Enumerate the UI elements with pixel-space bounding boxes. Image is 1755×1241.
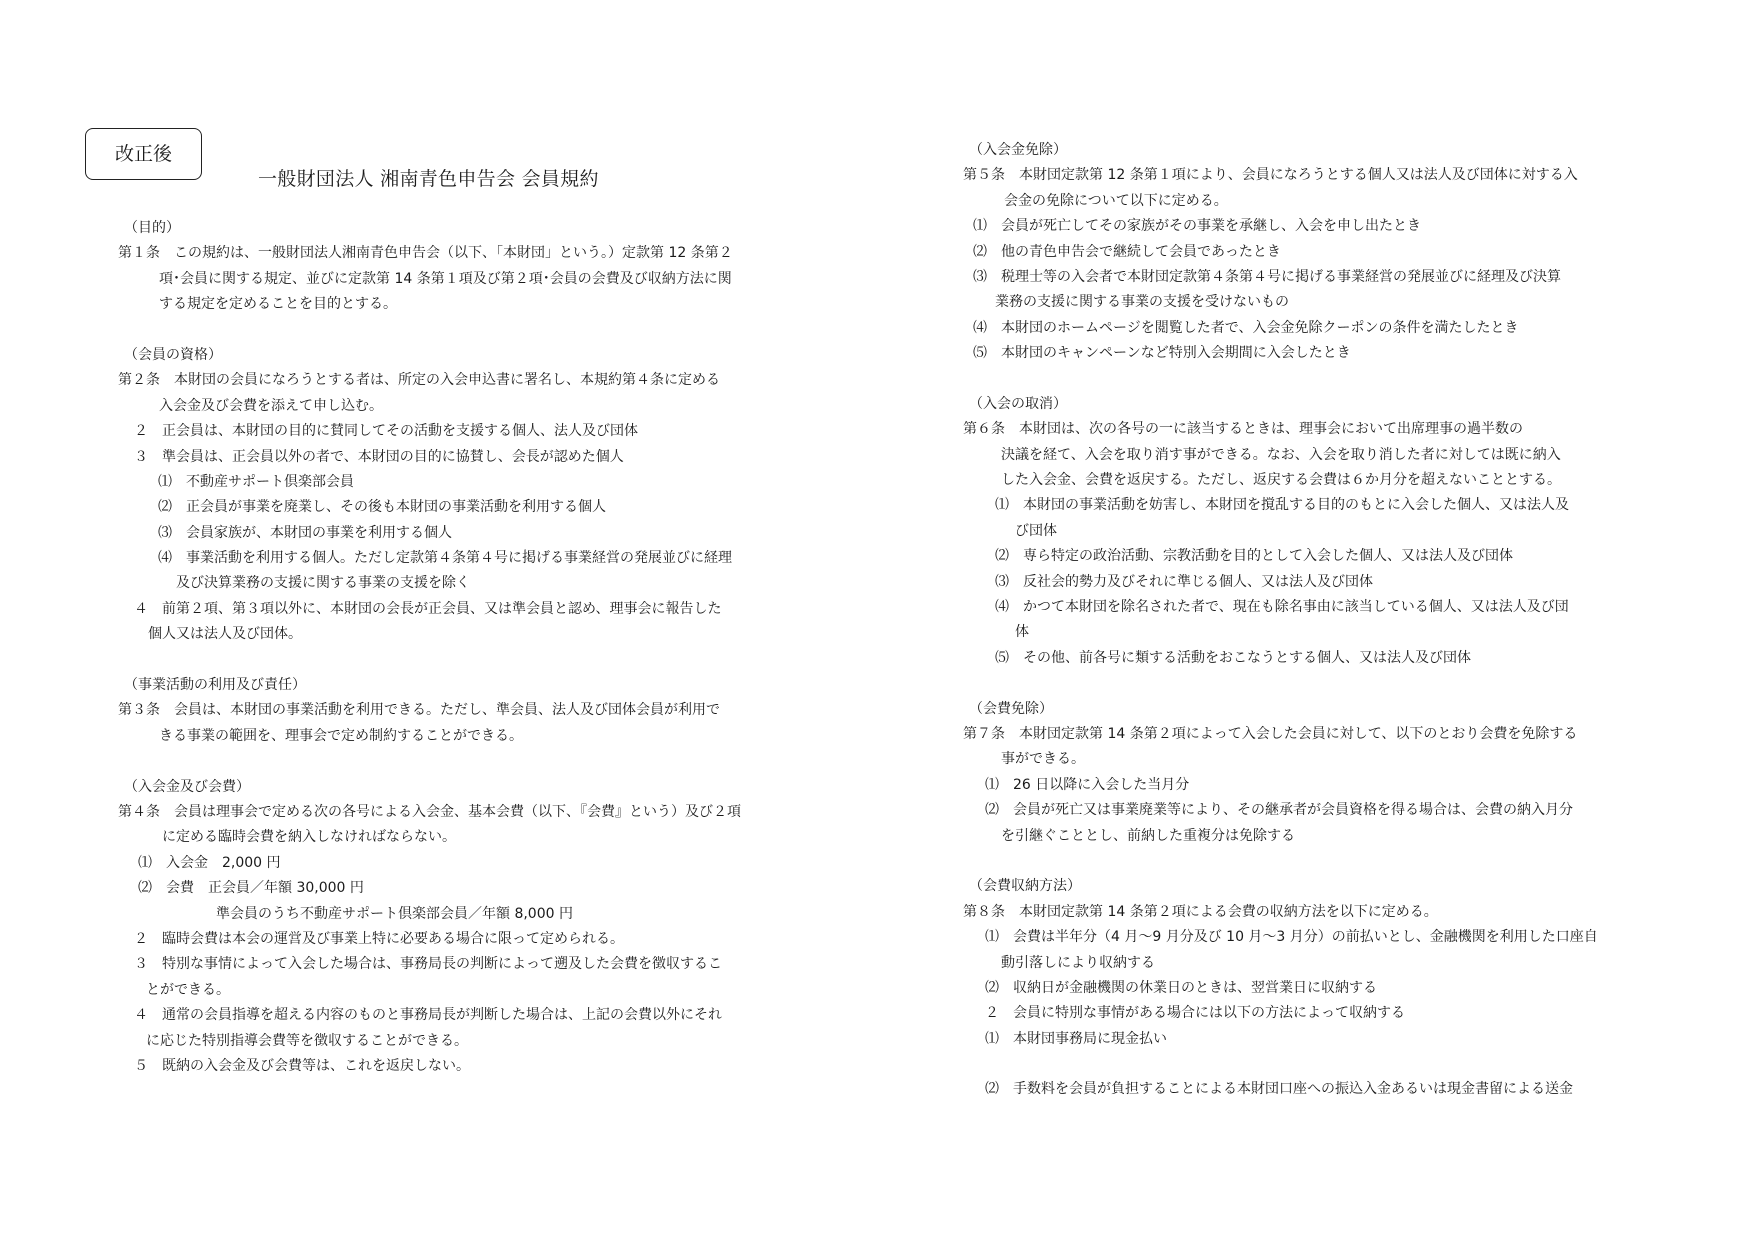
spacer xyxy=(963,849,1603,874)
article-6-heading: （入会の取消） xyxy=(969,395,1067,412)
article-7-line: 事ができる。 xyxy=(1001,751,1085,768)
article-3-line: きる事業の範囲を、理事会で定め制約することができる。 xyxy=(159,727,523,744)
article-1-heading: （目的） xyxy=(124,220,180,236)
spacer xyxy=(963,1052,1603,1077)
article-5-line: ⑷ 本財団のホームページを閲覧した者で、入会金免除クーポンの条件を満たしたとき xyxy=(973,319,1519,336)
article-5-line: ⑶ 税理士等の入会者で本財団定款第４条第４号に掲げる事業経営の発展並びに経理及び決算 xyxy=(973,268,1561,285)
article-6-line: した入会金、会費を返戻する。ただし、返戻する会費は６か月分を超えないこととする。 xyxy=(1001,472,1561,489)
left-column xyxy=(118,216,758,1079)
article-8-line: ⑵ 手数料を会員が負担することによる本財団口座への振込入金あるいは現金書留による送金 xyxy=(985,1081,1573,1098)
article-2-line: 入会金及び会費を添えて申し込む。 xyxy=(159,397,383,414)
article-8-line: ⑵ 収納日が金融機関の休業日のときは、翌営業日に収納する xyxy=(985,979,1377,996)
article-7-line: を引継ぐこととし、前納した重複分は免除する xyxy=(1001,827,1295,844)
article-3-heading: （事業活動の利用及び責任） xyxy=(124,677,306,694)
article-7-line: ⑵ 会員が死亡又は事業廃業等により、その継承者が会員資格を得る場合は、会費の納入月分 xyxy=(985,802,1573,819)
article-7-heading: （会費免除） xyxy=(969,700,1053,717)
article-4-line: 第４条 会員は理事会で定める次の各号による入会金、基本会費（以下、『会費』という）及び２項 xyxy=(118,803,741,820)
article-1-line: する規定を定めることを目的とする。 xyxy=(159,296,397,313)
article-2-line: ⑵ 正会員が事業を廃業し、その後も本財団の事業活動を利用する個人 xyxy=(158,499,606,516)
revision-badge: 改正後 xyxy=(85,128,202,180)
article-2-line: ⑷ 事業活動を利用する個人。ただし定款第４条第４号に掲げる事業経営の発展並びに経理 xyxy=(158,550,732,567)
article-2-line: 個人又は法人及び団体。 xyxy=(148,626,302,643)
article-4-line: ⑵ 会費 正会員／年額 30,000 円 xyxy=(138,880,364,897)
article-5-heading: （入会金免除） xyxy=(969,142,1067,158)
article-5-line: 第５条 本財団定款第 12 条第１項により、会員になろうとする個人又は法人及び団体に対する入 xyxy=(963,167,1578,184)
spacer xyxy=(118,318,758,343)
article-6-line: 決議を経て、入会を取り消す事ができる。なお、入会を取り消した者に対しては既に納入 xyxy=(1001,446,1561,463)
article-3-line: 第３条 会員は、本財団の事業活動を利用できる。ただし、準会員、法人及び団体会員が利用で xyxy=(118,702,720,719)
spacer xyxy=(963,367,1603,392)
article-5-line: 業務の支援に関する事業の支援を受けないもの xyxy=(995,294,1289,311)
article-2-line: ２ 正会員は、本財団の目的に賛同してその活動を支援する個人、法人及び団体 xyxy=(134,423,638,440)
article-5-line: 会金の免除について以下に定める。 xyxy=(1004,192,1228,209)
article-6-line: ⑶ 反社会的勢力及びそれに準じる個人、又は法人及び団体 xyxy=(995,573,1373,590)
article-6-line: ⑴ 本財団の事業活動を妨害し、本財団を撹乱する目的のもとに入会した個人、又は法人及 xyxy=(995,497,1569,514)
spacer xyxy=(963,671,1603,696)
article-4-line: ４ 通常の会員指導を超える内容のものと事務局長が判断した場合は、上記の会費以外にそれ xyxy=(134,1007,722,1024)
article-4-line: に定める臨時会費を納入しなければならない。 xyxy=(162,829,456,846)
article-6-line: ⑷ かつて本財団を除名された者で、現在も除名事由に該当している個人、又は法人及び団 xyxy=(995,599,1569,616)
article-5-line: ⑸ 本財団のキャンペーンなど特別入会期間に入会したとき xyxy=(973,345,1351,362)
document-title: 一般財団法人 湘南青色申告会 会員規約 xyxy=(258,168,599,190)
article-5-line: ⑵ 他の青色申告会で継続して会員であったとき xyxy=(973,243,1281,260)
article-8-line: 動引落しにより収納する xyxy=(1001,954,1155,971)
article-8-line: ２ 会員に特別な事情がある場合には以下の方法によって収納する xyxy=(985,1005,1405,1022)
article-8-line: ⑴ 本財団事務局に現金払い xyxy=(985,1030,1167,1047)
spacer xyxy=(118,648,758,673)
article-4-line: に応じた特別指導会費等を徴収することができる。 xyxy=(146,1032,468,1049)
article-2-line: ３ 準会員は、正会員以外の者で、本財団の目的に協賛し、会長が認めた個人 xyxy=(134,448,624,465)
article-4-line: ⑴ 入会金 2,000 円 xyxy=(138,854,281,871)
article-6-line: び団体 xyxy=(1015,522,1057,539)
article-8-heading: （会費収納方法） xyxy=(969,878,1081,895)
article-4-line: ３ 特別な事情によって入会した場合は、事務局長の判断によって遡及した会費を徴収するこ xyxy=(134,956,722,973)
article-6-line: ⑵ 専ら特定の政治活動、宗教活動を目的として入会した個人、又は法人及び団体 xyxy=(995,548,1513,565)
article-6-line: 体 xyxy=(1015,624,1029,641)
article-1-line: 項･会員に関する規定、並びに定款第 14 条第１項及び第２項･会員の会費及び収納方法に関 xyxy=(159,270,732,287)
article-4-line: 準会員のうち不動産サポート倶楽部会員／年額 8,000 円 xyxy=(216,905,573,922)
article-8-line: 第８条 本財団定款第 14 条第２項による会費の収納方法を以下に定める。 xyxy=(963,903,1438,920)
article-2-line: 第２条 本財団の会員になろうとする者は、所定の入会申込書に署名し、本規約第４条に定める xyxy=(118,372,720,389)
article-7-line: ⑴ 26 日以降に入会した当月分 xyxy=(985,776,1190,793)
article-6-line: ⑸ その他、前各号に類する活動をおこなうとする個人、又は法人及び団体 xyxy=(995,649,1471,666)
article-5-line: ⑴ 会員が死亡してその家族がその事業を承継し、入会を申し出たとき xyxy=(973,218,1421,235)
article-2-line: ⑶ 会員家族が、本財団の事業を利用する個人 xyxy=(158,524,452,541)
article-4-line: とができる。 xyxy=(146,981,230,998)
article-4-heading: （入会金及び会費） xyxy=(124,778,250,795)
article-2-line: ⑴ 不動産サポート倶楽部会員 xyxy=(158,473,354,490)
article-4-line: ２ 臨時会費は本会の運営及び事業上特に必要ある場合に限って定められる。 xyxy=(134,930,624,947)
article-1-line: 第１条 この規約は、一般財団法人湘南青色申告会（以下、「本財団」という。）定款第 12 条第２ xyxy=(118,245,733,262)
article-4-line: ５ 既納の入会金及び会費等は、これを返戻しない。 xyxy=(134,1057,470,1074)
spacer xyxy=(118,749,758,774)
article-2-line: ４ 前第２項、第３項以外に、本財団の会長が正会員、又は準会員と認め、理事会に報告した xyxy=(134,600,722,617)
article-8-line: ⑴ 会費は半年分（4 月～9 月分及び 10 月～3 月分）の前払いとし、金融機関を利用した口座自 xyxy=(985,929,1598,946)
article-7-line: 第７条 本財団定款第 14 条第２項によって入会した会員に対して、以下のとおり会費を免除する xyxy=(963,725,1578,742)
right-column xyxy=(963,138,1603,1103)
article-6-line: 第６条 本財団は、次の各号の一に該当するときは、理事会において出席理事の過半数の xyxy=(963,421,1523,438)
article-2-heading: （会員の資格） xyxy=(124,346,222,363)
article-2-line: 及び決算業務の支援に関する事業の支援を除く xyxy=(176,575,470,592)
